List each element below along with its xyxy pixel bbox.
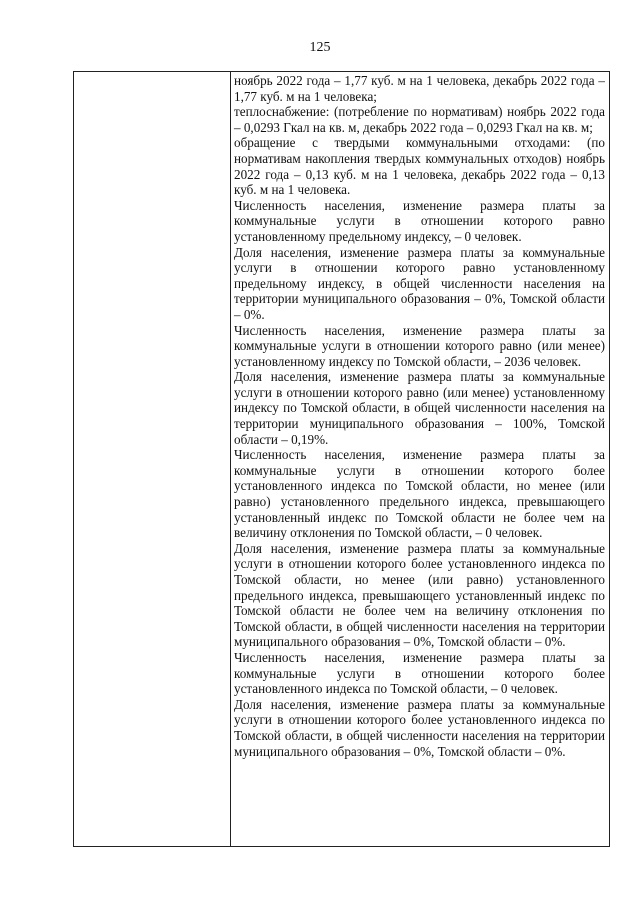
paragraph-heat-supply: теплоснабжение: (потребление по нормативам) ноябрь 2022 года – 0,0293 Гкал на кв. м, декабрь 2022 года – 0,0293 Гкал на кв. м; [234, 104, 605, 135]
document-table [73, 71, 610, 847]
table-left-cell [74, 72, 231, 846]
paragraph-share-at-limit-index: Доля населения, изменение размера платы за коммунальные услуги в отношении которого равно установленному предельному индексу, в общей численности населения на территории муниципального образования – 0%, Томской области – 0%. [234, 244, 605, 322]
paragraph-population-within-deviation: Численность населения, изменение размера платы за коммунальные услуги в отношении которого более установленного индекса по Томской области, но менее (или равно) установленного предельного индекса, превышающего установленный индекс по Томской области не более чем на величину отклонения по Томской области, – 0 человек. [234, 447, 605, 541]
paragraph-solid-waste: обращение с твердыми коммунальными отходами: (по нормативам накопления твердых коммунальных отходов) ноябрь 2022 года – 0,13 куб. м на 1 человека, декабрь 2022 года – 0,13 куб. м на 1 человека. [234, 135, 605, 198]
paragraph-share-above-index: Доля населения, изменение размера платы за коммунальные услуги в отношении которого более установленного индекса по Томской области, в общей численности населения на территории муниципального образования – 0%, Томской области – 0%. [234, 696, 605, 759]
paragraph-population-above-index: Численность населения, изменение размера платы за коммунальные услуги в отношении которого более установленного индекса по Томской области, – 0 человек. [234, 649, 605, 697]
table-right-cell [231, 72, 609, 846]
paragraph-water-supply-tariff: ноябрь 2022 года – 1,77 куб. м на 1 человека, декабрь 2022 года – 1,77 куб. м на 1 человека; [234, 73, 605, 104]
paragraph-share-within-deviation: Доля населения, изменение размера платы за коммунальные услуги в отношении которого более установленного индекса по Томской области, но менее (или равно) установленного предельного индекса, превышающего установленный индекс по Томской области не более чем на величину отклонения по Томской области, в общей численности населения на территории муниципального образования – 0%, Томской области – 0%. [234, 540, 605, 650]
paragraph-population-at-or-below-index: Численность населения, изменение размера платы за коммунальные услуги в отношении которого равно (или менее) установленному индексу по Томской области, – 2036 человек. [234, 322, 605, 369]
paragraph-population-at-limit-index: Численность населения, изменение размера платы за коммунальные услуги в отношении которого равно установленному предельному индексу, – 0 человек. [234, 197, 605, 244]
paragraph-share-at-or-below-index: Доля населения, изменение размера платы за коммунальные услуги в отношении которого равно (или менее) установленному индексу по Томской области, в общей численности населения на территории муниципального образования – 100%, Томской области – 0,19%. [234, 369, 605, 447]
page-number: 125 [309, 40, 331, 55]
